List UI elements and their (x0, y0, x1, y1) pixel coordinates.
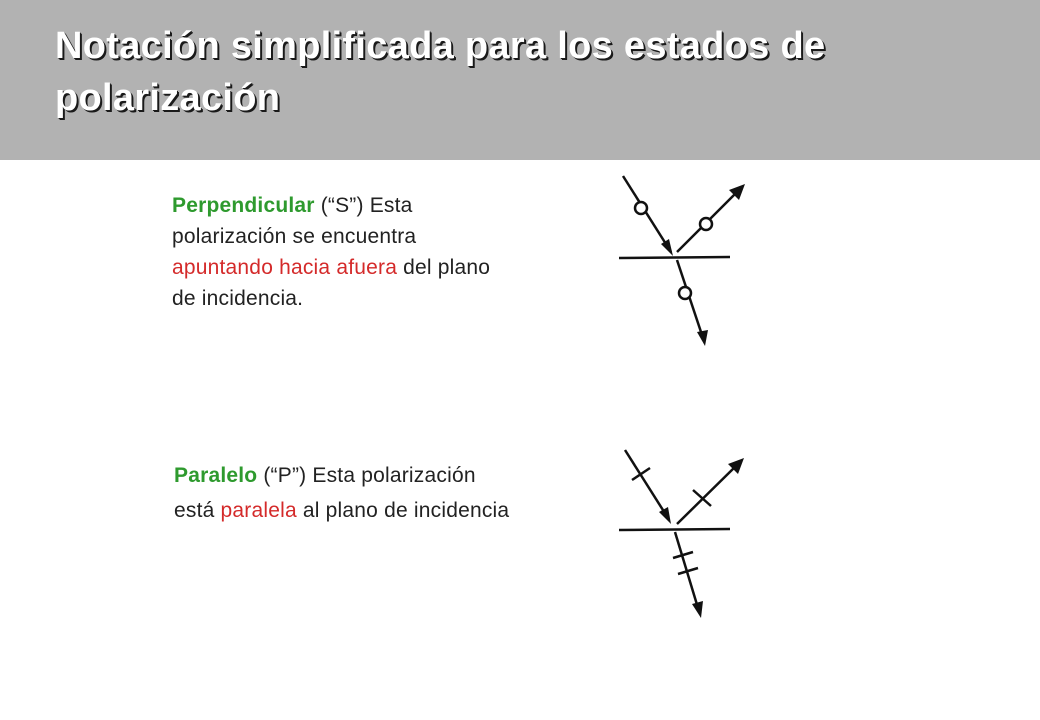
transmitted-s-circle-icon (679, 287, 691, 299)
perpendicular-text-2: del plano de incidencia. (172, 256, 491, 310)
interface-line (619, 529, 730, 530)
perpendicular-description (172, 190, 512, 314)
parallel-text-2: al plano de incidencia (296, 499, 510, 522)
interface-line (619, 257, 730, 258)
incident-s-circle-icon (635, 202, 647, 214)
p-polarization-diagram (605, 438, 755, 630)
perpendicular-text-1: (“S”) Esta polarización se encuentra (172, 194, 417, 248)
title-bar (0, 0, 1040, 160)
s-polarization-diagram (605, 168, 750, 360)
parallel-description (174, 458, 514, 528)
parallel-term: Paralelo (174, 464, 258, 487)
slide-title: Notación simplificada para los estados de polarización (55, 25, 826, 119)
parallel-highlight: paralela (220, 499, 297, 522)
parallel-text-1: (“P”) Esta polarización está (174, 464, 476, 522)
perpendicular-term: Perpendicular (172, 194, 315, 217)
reflected-s-circle-icon (700, 218, 712, 230)
perpendicular-highlight: apuntando hacia afuera (172, 256, 398, 279)
